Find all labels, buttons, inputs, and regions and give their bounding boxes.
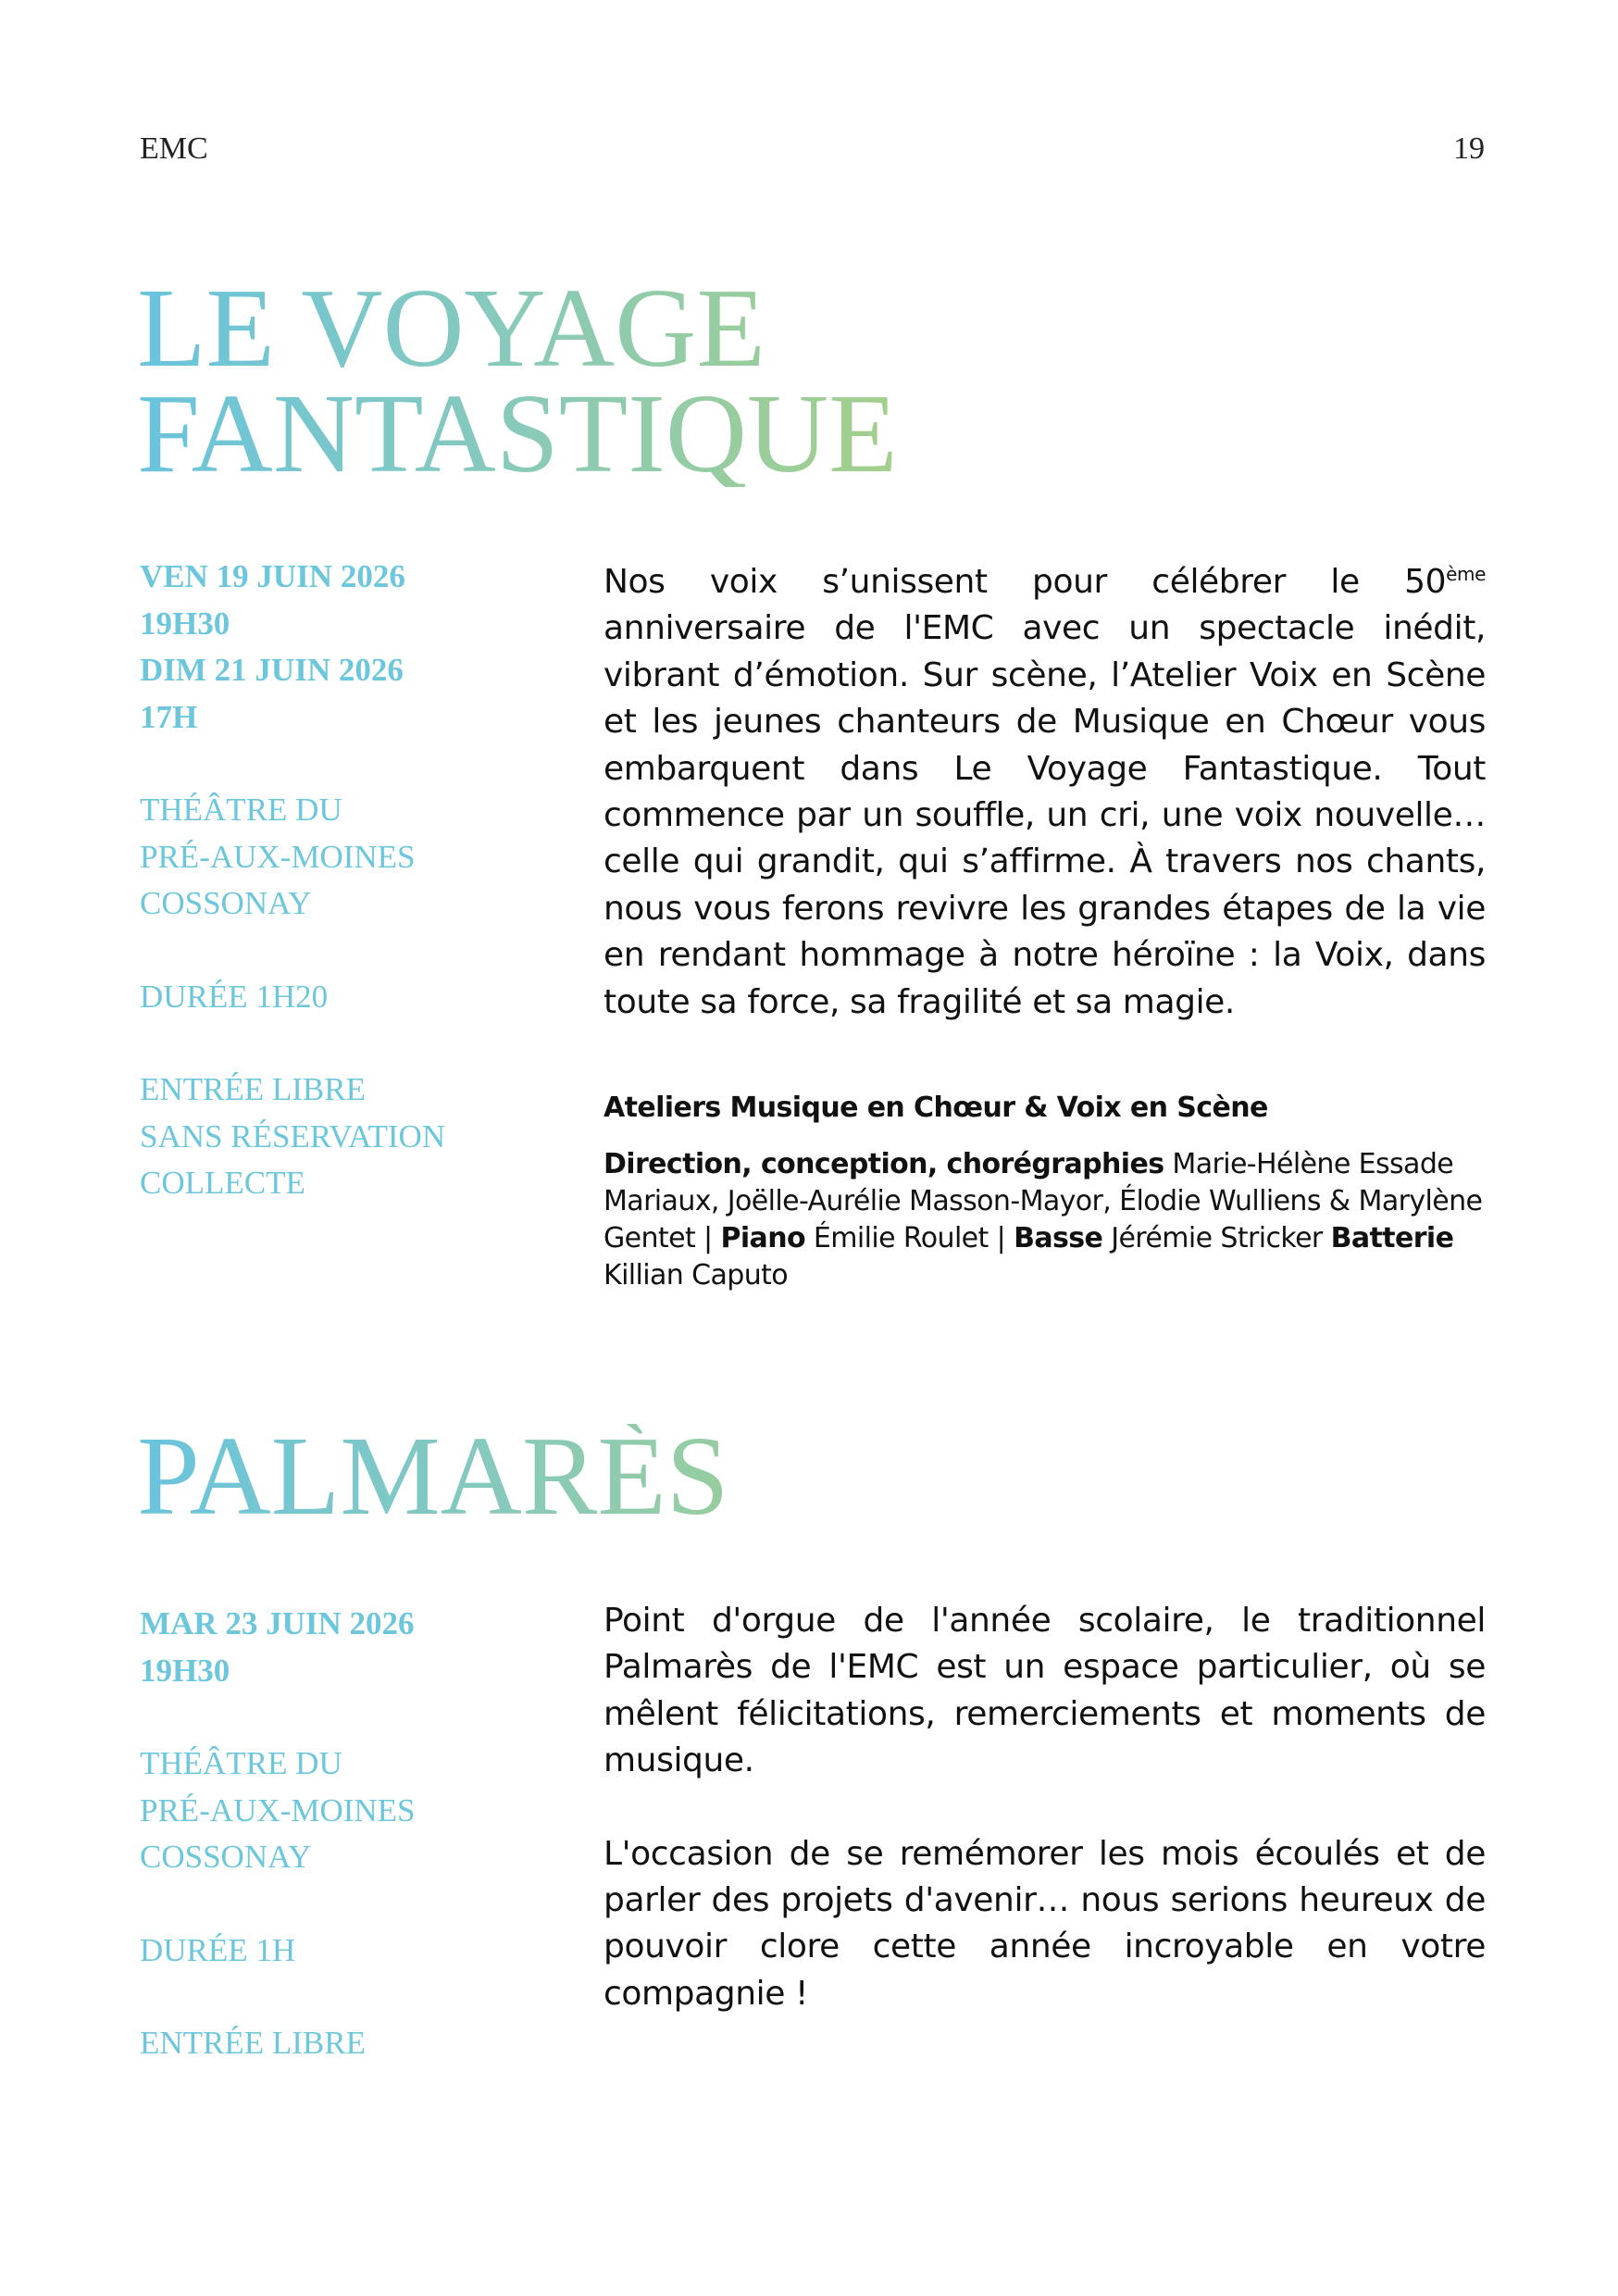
page-number: 19: [1453, 131, 1485, 166]
duration: DURÉE 1H20: [140, 978, 329, 1015]
event-info: [140, 1601, 529, 2067]
event-description: Nos voix s’unissent pour célébrer le 50ème anniversaire de l'EMC avec un spectacle inédit, vibrant d’émotion. Sur scène, l’Atelier Voix en Scène et les jeunes chanteurs de Musique en Chœur vous embarquent dans Le Voyage Fantastique. Tout commence par un souffle, un cri, une voix nouvelle… celle qui grandit, qui s’affirme. À travers nos chants, nous vous ferons revivre les grandes étapes de la vie en rendant hommage à notre héroïne : la Voix, dans toute sa force, sa fragilité et sa magie.: [604, 563, 1486, 1021]
venue-line: THÉÂTRE DU: [140, 792, 342, 828]
entry-line: ENTRÉE LIBRE: [140, 2025, 366, 2061]
date: DIM 21 JUIN 2026: [140, 652, 404, 688]
time: 19H30: [140, 605, 230, 642]
title-line: LE VOYAGE: [137, 266, 765, 391]
event-title: [137, 1414, 729, 1539]
time: 17H: [140, 698, 198, 735]
venue-line: THÉÂTRE DU: [140, 1745, 342, 1781]
title-line: FANTASTIQUE: [137, 371, 898, 496]
credits: Direction, conception, chorégraphies Marie-Hélène Essade Mariaux, Joëlle-Aurélie Masson-Mayor, Élodie Wulliens & Marylène Gentet | Piano Émilie Roulet | Basse Jérémie Stricker Batterie Killian Caputo: [604, 1148, 1483, 1292]
paragraph: L'occasion de se remémorer les mois écoulés et de parler des projets d'avenir… nous serions heureux de pouvoir clore cette année incroyable en votre compagnie !: [604, 1834, 1486, 2013]
title-line: PALMARÈS: [137, 1414, 729, 1539]
venue-line: PRÉ-AUX-MOINES: [140, 838, 416, 875]
entry-line: COLLECTE: [140, 1165, 305, 1201]
date: VEN 19 JUIN 2026: [140, 558, 405, 594]
event-info: [140, 554, 529, 1207]
time: 19H30: [140, 1652, 230, 1689]
venue-line: COSSONAY: [140, 1839, 312, 1875]
date: MAR 23 JUIN 2026: [140, 1605, 415, 1641]
event-description: [604, 1598, 1486, 2017]
entry-line: ENTRÉE LIBRE: [140, 1071, 366, 1107]
event-title: [137, 266, 898, 496]
venue-line: PRÉ-AUX-MOINES: [140, 1791, 416, 1828]
venue-line: COSSONAY: [140, 885, 312, 921]
running-header: EMC: [140, 131, 208, 166]
entry-line: SANS RÉSERVATION: [140, 1117, 446, 1154]
paragraph: Point d'orgue de l'année scolaire, le traditionnel Palmarès de l'EMC est un espace particulier, où se mêlent félicitations, remerciements et moments de musique.: [604, 1602, 1486, 1780]
duration: DURÉE 1H: [140, 1931, 296, 1968]
ensemble: Ateliers Musique en Chœur & Voix en Scène: [604, 1092, 1268, 1124]
